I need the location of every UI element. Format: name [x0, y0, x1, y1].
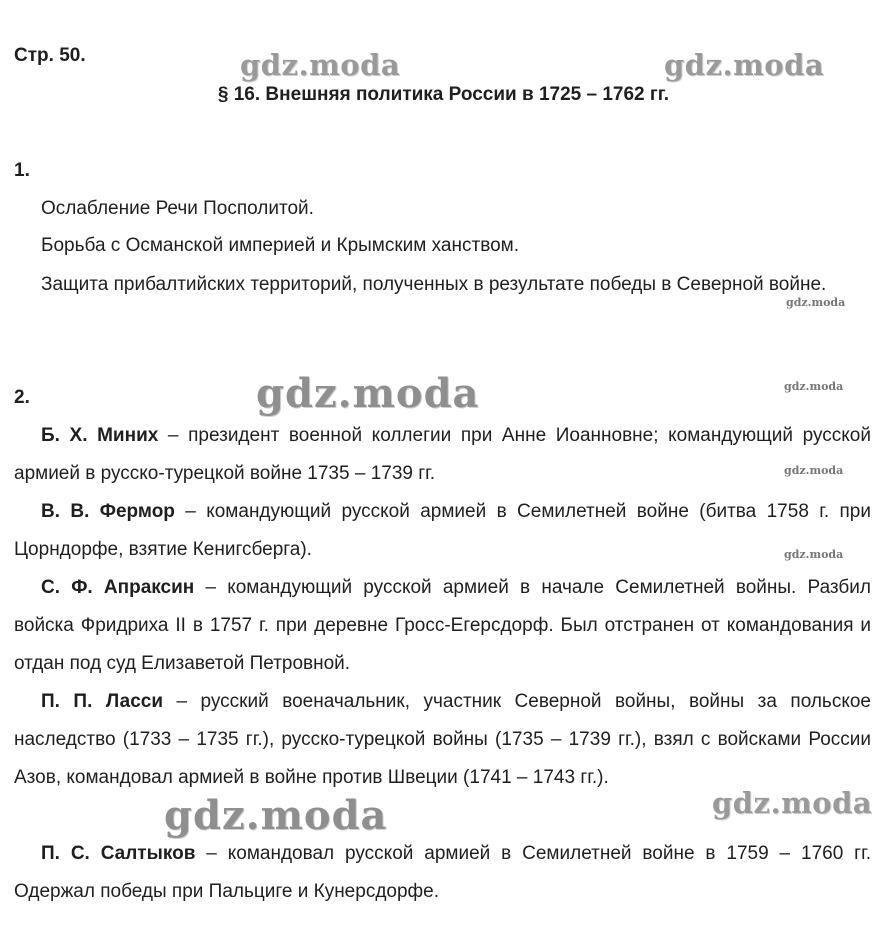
task-2-number: 2.	[14, 387, 30, 408]
watermark: gdz.moda	[664, 48, 825, 82]
watermark: gdz.moda	[240, 48, 401, 82]
section-title: § 16. Внешняя политика России в 1725 – 1762 гг.	[217, 84, 670, 105]
watermark: gdz.moda	[786, 296, 846, 309]
commander-entry	[14, 835, 871, 911]
commander-name: С. Ф. Апраксин	[41, 577, 195, 598]
watermark: gdz.moda	[784, 380, 844, 393]
task-1-paragraph: Защита прибалтийских территорий, полученных в результате победы в Северной войне.	[41, 274, 827, 295]
commander-description: – командующий русской армией в Семилетней войне (битва 1758 г. при Цорндорфе, взятие Кенигсберга).	[14, 501, 871, 560]
page-reference: Стр. 50.	[14, 45, 86, 66]
commander-name: В. В. Фермор	[41, 501, 175, 522]
task-1-line: Борьба с Османской империей и Крымским ханством.	[41, 235, 519, 256]
watermark: gdz.moda	[712, 786, 873, 820]
commander-entry	[14, 417, 871, 493]
watermark: gdz.moda	[784, 548, 844, 561]
task-1-line: Ослабление Речи Посполитой.	[41, 198, 314, 219]
commander-name: Б. Х. Миних	[41, 425, 159, 446]
watermark: gdz.moda	[256, 370, 480, 417]
commander-name: П. С. Салтыков	[41, 843, 196, 864]
commander-entry	[14, 683, 871, 797]
watermark: gdz.moda	[164, 792, 388, 839]
task-1-number: 1.	[14, 160, 30, 181]
commander-entry	[14, 493, 871, 569]
commander-description: – президент военной коллегии при Анне Иоанновне; командующий русской армией в русско-турецкой войне 1735 – 1739 гг.	[14, 425, 871, 484]
watermark: gdz.moda	[784, 464, 844, 477]
commander-name: П. П. Ласси	[41, 691, 164, 712]
commander-description: – русский военачальник, участник Северной войны, войны за польское наследство (1733 – 1735 гг.), русско-турецкой войны (1735 – 1739 гг.), взял с войсками России Азов, командовал армией в войне против Швеции (1741 – 1743 гг.).	[14, 691, 871, 788]
commander-description: – командующий русской армией в начале Семилетней войны. Разбил войска Фридриха II в 1757 г. при деревне Гросс-Егерсдорф. Был отстранен от командования и отдан под суд Елизаветой Петровной.	[14, 577, 871, 674]
commander-entry	[14, 569, 871, 683]
commander-description: – командовал русской армией в Семилетней войне в 1759 – 1760 гг. Одержал победы при Пальциге и Кунерсдорфе.	[14, 843, 871, 902]
